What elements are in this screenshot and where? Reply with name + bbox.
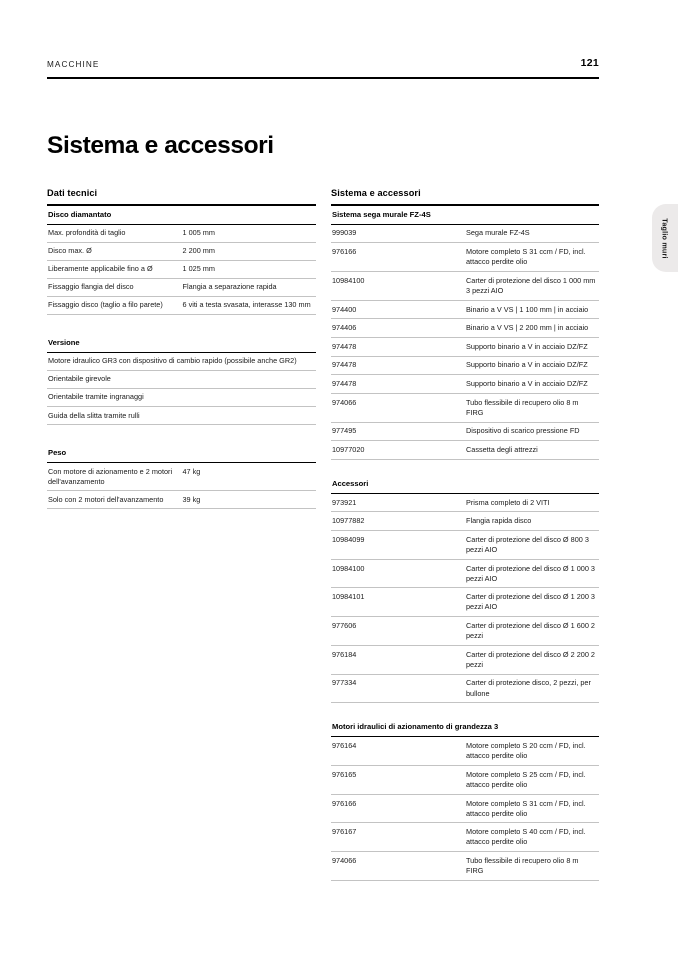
page-title: Sistema e accessori (47, 132, 274, 159)
page-header (47, 57, 599, 69)
article-code: 976166 (331, 794, 465, 823)
spacer (47, 315, 316, 334)
table-row (331, 243, 599, 272)
article-desc: Motore completo S 31 ccm / FD, incl. attacco perdite olio (465, 243, 599, 272)
table-sistema-sega-murale (331, 206, 599, 460)
article-desc: Tubo flessibile di recupero olio 8 m FIRG (465, 393, 599, 422)
article-desc: Carter di protezione del disco 1 000 mm 3 pezzi AIO (465, 271, 599, 300)
article-desc: Carter di protezione disco, 2 pezzi, per bullone (465, 674, 599, 703)
article-code: 10984100 (331, 271, 465, 300)
article-code: 976167 (331, 823, 465, 852)
article-desc: Supporto binario a V in acciaio DZ/FZ (465, 356, 599, 375)
table-row (331, 319, 599, 338)
side-tab-taglio-muri (652, 204, 678, 272)
article-desc: Flangia rapida disco (465, 512, 599, 531)
article-code: 974066 (331, 393, 465, 422)
table-row (331, 337, 599, 356)
table-row (331, 393, 599, 422)
spec-label: Guida della slitta tramite rulli (47, 406, 316, 424)
spec-value: 1 005 mm (182, 224, 317, 242)
table-row (331, 271, 599, 300)
spec-label: Solo con 2 motori dell'avanzamento (47, 491, 182, 509)
article-desc: Carter di protezione del disco Ø 800 3 pezzi AIO (465, 531, 599, 560)
table-row (47, 260, 316, 278)
table-row (47, 406, 316, 424)
article-code: 977495 (331, 422, 465, 441)
table-row (47, 444, 316, 462)
block-title: Sistema sega murale FZ-4S (331, 206, 599, 224)
block-title: Motori idraulici di azionamento di grandezza 3 (331, 718, 599, 736)
spec-value: 47 kg (182, 462, 317, 490)
article-desc: Motore completo S 20 ccm / FD, incl. attacco perdite olio (465, 737, 599, 766)
article-code: 10977882 (331, 512, 465, 531)
article-code: 976164 (331, 737, 465, 766)
article-desc: Supporto binario a V in acciaio DZ/FZ (465, 337, 599, 356)
table-row (47, 224, 316, 242)
table-row (331, 588, 599, 617)
article-desc: Binario a V VS | 2 200 mm | in acciaio (465, 319, 599, 338)
spec-label: Disco max. Ø (47, 242, 182, 260)
table-row (331, 475, 599, 493)
header-divider (47, 77, 599, 79)
article-code: 976184 (331, 645, 465, 674)
table-row (331, 718, 599, 736)
article-code: 974406 (331, 319, 465, 338)
article-desc: Carter di protezione del disco Ø 2 200 2 pezzi (465, 645, 599, 674)
table-motori-idraulici (331, 718, 599, 880)
table-row (331, 531, 599, 560)
spec-label: Fissaggio flangia del disco (47, 278, 182, 296)
article-desc: Motore completo S 25 ccm / FD, incl. attacco perdite olio (465, 765, 599, 794)
article-desc: Cassetta degli attrezzi (465, 441, 599, 460)
table-row (331, 493, 599, 512)
left-column-heading: Dati tecnici (47, 188, 98, 198)
article-code: 974478 (331, 356, 465, 375)
right-column-heading: Sistema e accessori (331, 188, 421, 198)
spec-value: 6 viti a testa svasata, interasse 130 mm (182, 296, 317, 314)
article-desc: Carter di protezione del disco Ø 1 200 3 pezzi AIO (465, 588, 599, 617)
spec-label: Liberamente applicabile fino a Ø (47, 260, 182, 278)
spacer (331, 460, 599, 475)
table-row (331, 674, 599, 703)
article-code: 976166 (331, 243, 465, 272)
table-row (331, 559, 599, 588)
table-row (331, 852, 599, 881)
table-row (331, 737, 599, 766)
table-row (331, 823, 599, 852)
table-row (47, 388, 316, 406)
article-desc: Sega murale FZ-4S (465, 224, 599, 243)
table-row (331, 375, 599, 394)
table-row (47, 462, 316, 490)
article-code: 974066 (331, 852, 465, 881)
table-row (331, 206, 599, 224)
table-row (47, 278, 316, 296)
article-desc: Supporto binario a V in acciaio DZ/FZ (465, 375, 599, 394)
left-column (47, 188, 316, 509)
spec-value: 1 025 mm (182, 260, 317, 278)
table-row (331, 512, 599, 531)
article-code: 976165 (331, 765, 465, 794)
article-code: 974478 (331, 375, 465, 394)
spec-value: 2 200 mm (182, 242, 317, 260)
table-versione (47, 334, 316, 425)
table-row (331, 422, 599, 441)
spec-label: Con motore di azionamento e 2 motori dell'avanzamento (47, 462, 182, 490)
article-desc: Carter di protezione del disco Ø 1 000 3 pezzi AIO (465, 559, 599, 588)
spacer (331, 703, 599, 718)
table-row (47, 370, 316, 388)
table-row (331, 794, 599, 823)
article-code: 974478 (331, 337, 465, 356)
article-code: 10984099 (331, 531, 465, 560)
spec-label: Motore idraulico GR3 con dispositivo di cambio rapido (possibile anche GR2) (47, 352, 316, 370)
block-title: Peso (47, 444, 316, 462)
article-code: 973921 (331, 493, 465, 512)
table-accessori (331, 475, 599, 703)
table-row (47, 352, 316, 370)
table-row (47, 334, 316, 352)
block-title: Accessori (331, 475, 599, 493)
table-peso (47, 444, 316, 509)
spec-label: Orientabile girevole (47, 370, 316, 388)
right-column (331, 188, 599, 881)
side-tab-label: Taglio muri (660, 217, 670, 259)
article-desc: Carter di protezione del disco Ø 1 600 2 pezzi (465, 617, 599, 646)
block-title: Disco diamantato (47, 206, 316, 224)
page-number: 121 (580, 57, 599, 69)
table-row (47, 296, 316, 314)
table-row (47, 242, 316, 260)
table-row (331, 765, 599, 794)
article-code: 974400 (331, 300, 465, 319)
table-row (331, 441, 599, 460)
table-row (331, 356, 599, 375)
table-row (331, 645, 599, 674)
header-section-label: MACCHINE (47, 60, 100, 69)
table-row (47, 491, 316, 509)
spec-value: Flangia a separazione rapida (182, 278, 317, 296)
spec-label: Fissaggio disco (taglio a filo parete) (47, 296, 182, 314)
article-code: 977606 (331, 617, 465, 646)
article-code: 10984101 (331, 588, 465, 617)
table-disco-diamantato (47, 206, 316, 315)
article-desc: Motore completo S 40 ccm / FD, incl. attacco perdite olio (465, 823, 599, 852)
article-desc: Dispositivo di scarico pressione FD (465, 422, 599, 441)
article-desc: Tubo flessibile di recupero olio 8 m FIRG (465, 852, 599, 881)
table-row (331, 224, 599, 243)
block-title: Versione (47, 334, 316, 352)
article-desc: Prisma completo di 2 VITI (465, 493, 599, 512)
table-row (331, 617, 599, 646)
article-desc: Binario a V VS | 1 100 mm | in acciaio (465, 300, 599, 319)
article-code: 10977020 (331, 441, 465, 460)
article-desc: Motore completo S 31 ccm / FD, incl. attacco perdite olio (465, 794, 599, 823)
table-row (47, 206, 316, 224)
table-row (331, 300, 599, 319)
article-code: 10984100 (331, 559, 465, 588)
spacer (47, 425, 316, 444)
spec-label: Max. profondità di taglio (47, 224, 182, 242)
spec-value: 39 kg (182, 491, 317, 509)
article-code: 977334 (331, 674, 465, 703)
article-code: 999039 (331, 224, 465, 243)
spec-label: Orientabile tramite ingranaggi (47, 388, 316, 406)
